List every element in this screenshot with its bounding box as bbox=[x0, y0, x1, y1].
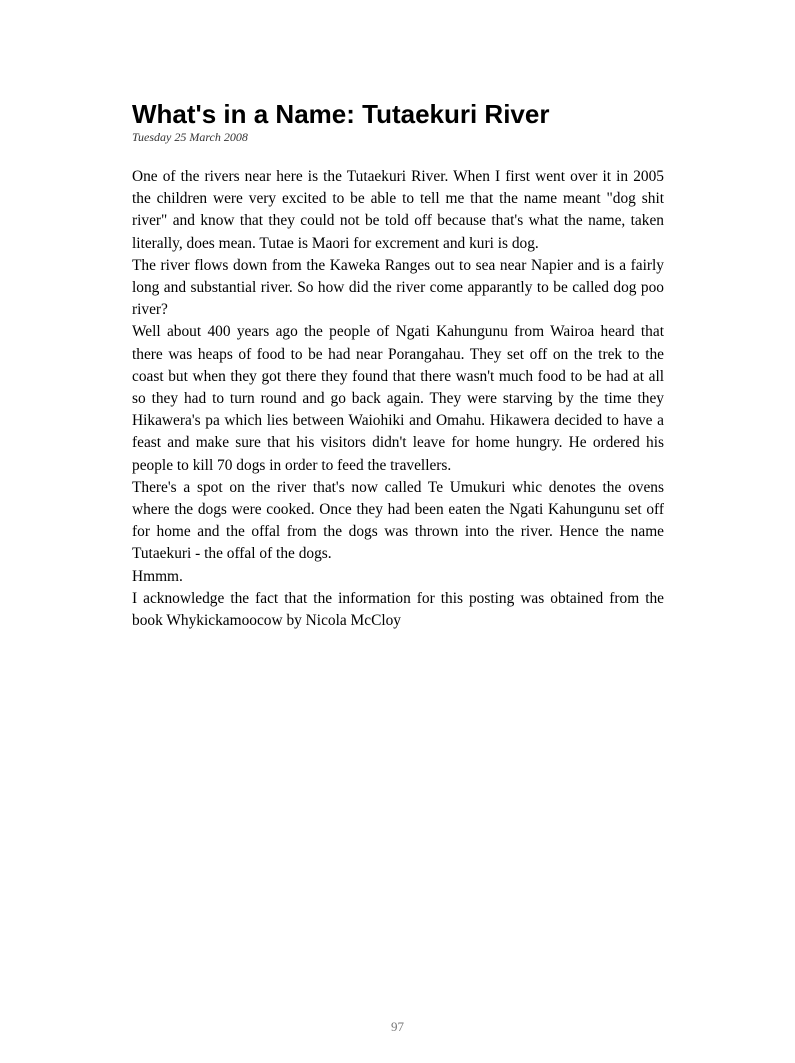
post-title: What's in a Name: Tutaekuri River bbox=[132, 99, 550, 129]
paragraph: Well about 400 years ago the people of Ngati Kahungunu from Wairoa heard that there was heaps of food to be had near Porangahau. They set off on the trek to the coast but when they got there they found that there wasn't much food to be had at all so they had to turn round and go back again. They were starving by the time they Hikawera's pa which lies between Waiohiki and Omahu. Hikawera decided to have a feast and make sure that his visitors didn't leave for home hungry. He ordered his people to kill 70 dogs in order to feed the travellers. bbox=[132, 323, 664, 474]
post-body bbox=[132, 166, 664, 632]
paragraph: There's a spot on the river that's now called Te Umukuri whic denotes the ovens where the dogs were cooked. Once they had been eaten the Ngati Kahungunu set off for home and the offal from the dogs was thrown into the river. Hence the name Tutaekuri - the offal of the dogs. bbox=[132, 478, 664, 563]
page-number: 97 bbox=[391, 1019, 404, 1034]
paragraph: The river flows down from the Kaweka Ranges out to sea near Napier and is a fairly long and substantial river. So how did the river come apparantly to be called dog poo river? bbox=[132, 256, 664, 319]
paragraph: One of the rivers near here is the Tutaekuri River. When I first went over it in 2005 the children were very excited to be able to tell me that the name meant "dog shit river" and know that they could not be told off because that's what the name, taken literally, does mean. Tutae is Maori for excrement and kuri is dog. bbox=[132, 168, 664, 252]
paragraph: Hmmm. bbox=[132, 567, 183, 585]
post-date: Tuesday 25 March 2008 bbox=[132, 130, 248, 144]
paragraph: I acknowledge the fact that the information for this posting was obtained from the book Whykickamoocow by Nicola McCloy bbox=[132, 589, 664, 630]
